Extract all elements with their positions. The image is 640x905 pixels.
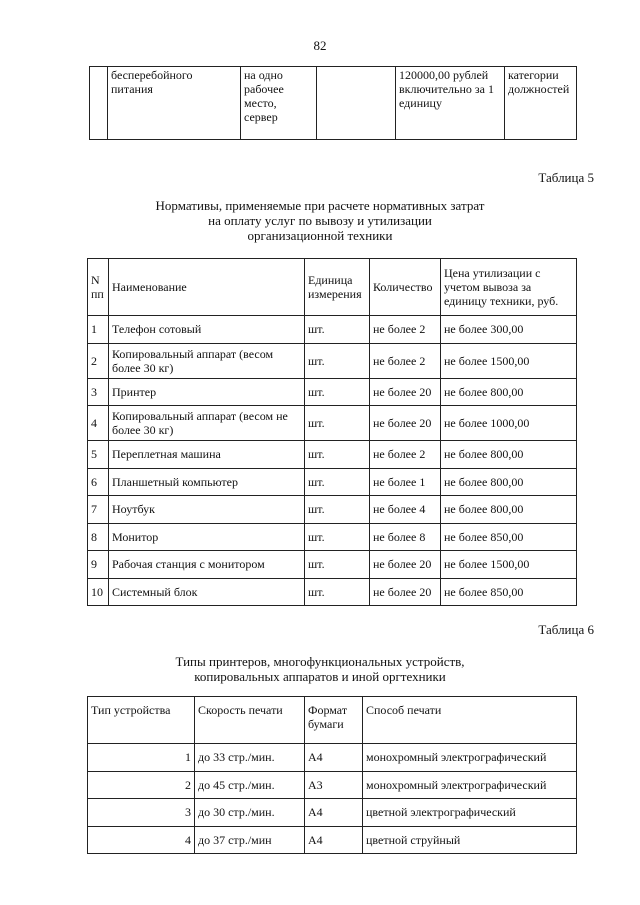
table-cell: 3 (88, 799, 195, 827)
table-header-row (88, 697, 577, 744)
table-cell: не более 2 (370, 343, 441, 378)
table-row (88, 578, 577, 606)
table-cell: не более 20 (370, 378, 441, 406)
table-cell: до 33 стр./мин. (195, 744, 305, 772)
table-cell: 1 (88, 316, 109, 344)
table-cell: 3 (88, 378, 109, 406)
table-cell: Переплетная машина (109, 441, 305, 469)
table-cell: 7 (88, 496, 109, 524)
table-cell: шт. (305, 316, 370, 344)
table-cell: А4 (305, 826, 363, 854)
table-row (88, 523, 577, 551)
table-cell: не более 800,00 (441, 496, 577, 524)
table-row (88, 799, 577, 827)
table-cell: шт. (305, 468, 370, 496)
table5 (87, 258, 577, 606)
heading-line: Типы принтеров, многофункциональных устройств, (175, 654, 465, 669)
table-row (90, 67, 577, 140)
table-cell: Принтер (109, 378, 305, 406)
table-cell: шт. (305, 441, 370, 469)
table-cell: не более 20 (370, 578, 441, 606)
table-cell: шт. (305, 343, 370, 378)
table-row (88, 468, 577, 496)
table-cell: не более 2 (370, 316, 441, 344)
table-row (88, 406, 577, 441)
table-cell: на одно рабочее место, сервер (241, 67, 317, 140)
table5-caption: Таблица 5 (538, 170, 594, 185)
table-cell: не более 1000,00 (441, 406, 577, 441)
table5-heading (0, 198, 640, 243)
table-cell: Системный блок (109, 578, 305, 606)
table-row (88, 441, 577, 469)
table6-heading (0, 654, 640, 684)
table6 (87, 696, 577, 854)
table-cell: не более 4 (370, 496, 441, 524)
table-cell: 8 (88, 523, 109, 551)
table-cell: не более 8 (370, 523, 441, 551)
table-cell: А4 (305, 744, 363, 772)
table-cell: не более 20 (370, 406, 441, 441)
table-cell: 2 (88, 343, 109, 378)
column-header: Способ печати (363, 697, 577, 744)
table-cell: Копировальный аппарат (весом более 30 кг) (109, 343, 305, 378)
continued-table (89, 66, 577, 140)
table-cell (90, 67, 108, 140)
column-header: Цена утилизации с учетом вывоза за единицу техники, руб. (441, 259, 577, 316)
table-row (88, 771, 577, 799)
table-cell: шт. (305, 406, 370, 441)
table-cell: не более 1500,00 (441, 343, 577, 378)
table-cell: не более 1 (370, 468, 441, 496)
table-row (88, 551, 577, 579)
column-header: Количество (370, 259, 441, 316)
table-cell: до 37 стр./мин (195, 826, 305, 854)
table-cell: цветной струйный (363, 826, 577, 854)
table-cell (317, 67, 396, 140)
table-cell: монохромный электрографический (363, 771, 577, 799)
heading-line: Нормативы, применяемые при расчете нормативных затрат (155, 198, 485, 213)
table-cell: бесперебойного питания (108, 67, 241, 140)
column-header: N пп (88, 259, 109, 316)
table-cell: 6 (88, 468, 109, 496)
table-header-row (88, 259, 577, 316)
table6-caption: Таблица 6 (538, 622, 594, 637)
table-row (88, 744, 577, 772)
table-cell: до 30 стр./мин. (195, 799, 305, 827)
table-cell: не более 850,00 (441, 578, 577, 606)
table-row (88, 496, 577, 524)
table-row (88, 343, 577, 378)
table-cell: А4 (305, 799, 363, 827)
table-cell: 4 (88, 826, 195, 854)
column-header: Скорость печати (195, 697, 305, 744)
table-cell: не более 300,00 (441, 316, 577, 344)
table-cell: шт. (305, 496, 370, 524)
table-cell: 9 (88, 551, 109, 579)
table-cell: 1 (88, 744, 195, 772)
table-cell: не более 1500,00 (441, 551, 577, 579)
table-cell: не более 850,00 (441, 523, 577, 551)
table-cell: 5 (88, 441, 109, 469)
table-cell: шт. (305, 578, 370, 606)
table-cell: шт. (305, 523, 370, 551)
table-row (88, 826, 577, 854)
table-cell: шт. (305, 378, 370, 406)
table-cell: А3 (305, 771, 363, 799)
table-cell: не более 800,00 (441, 378, 577, 406)
table-cell: Планшетный компьютер (109, 468, 305, 496)
column-header: Формат бумаги (305, 697, 363, 744)
table-row (88, 316, 577, 344)
table-cell: не более 20 (370, 551, 441, 579)
table-cell: 2 (88, 771, 195, 799)
table-cell: Копировальный аппарат (весом не более 30 кг) (109, 406, 305, 441)
table-row (88, 378, 577, 406)
table-cell: Рабочая станция с монитором (109, 551, 305, 579)
page-number: 82 (313, 38, 327, 53)
table-cell: до 45 стр./мин. (195, 771, 305, 799)
heading-line: на оплату услуг по вывозу и утилизации (208, 213, 432, 228)
table-cell: не более 800,00 (441, 468, 577, 496)
table-cell: 120000,00 рублей включительно за 1 единицу (396, 67, 505, 140)
table-cell: не более 800,00 (441, 441, 577, 469)
column-header: Тип устройства (88, 697, 195, 744)
table-cell: шт. (305, 551, 370, 579)
heading-line: копировальных аппаратов и иной оргтехники (194, 669, 446, 684)
table-cell: Монитор (109, 523, 305, 551)
table-cell: цветной электрографический (363, 799, 577, 827)
table-cell: 10 (88, 578, 109, 606)
table-cell: не более 2 (370, 441, 441, 469)
table-cell: монохромный электрографический (363, 744, 577, 772)
table-cell: Телефон сотовый (109, 316, 305, 344)
column-header: Наименование (109, 259, 305, 316)
table-cell: Ноутбук (109, 496, 305, 524)
table-cell: категории должностей (505, 67, 577, 140)
heading-line: организационной техники (247, 228, 393, 243)
table-cell: 4 (88, 406, 109, 441)
column-header: Единица измерения (305, 259, 370, 316)
